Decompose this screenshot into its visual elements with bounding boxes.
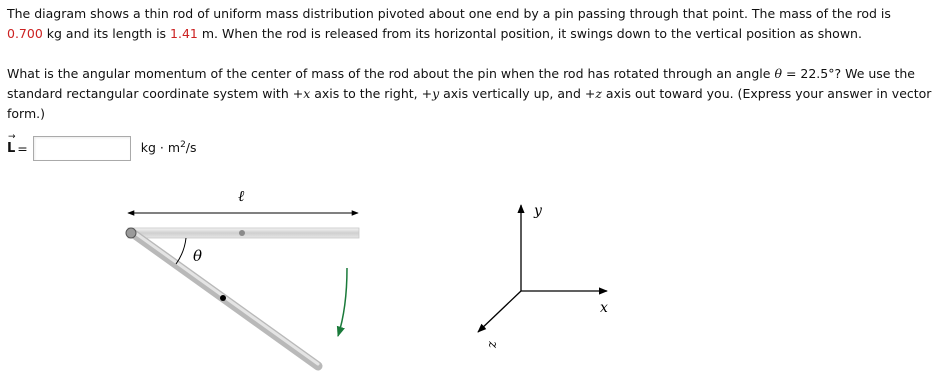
question-text: axis out toward you. (Express your answer in vector form.) <box>7 86 932 121</box>
equals-sign: = <box>17 140 28 156</box>
length-value: 1.41 <box>170 26 198 41</box>
angular-momentum-label: L <box>7 140 16 156</box>
z-symbol: z <box>595 86 602 101</box>
y-symbol: y <box>432 86 440 101</box>
question-text: axis vertically up, and + <box>439 86 596 101</box>
units-tail: /s <box>185 140 197 156</box>
question-text: = 22.5°? We use the standard rectangular coordinate system with + <box>7 66 915 101</box>
question-text: kg and its length is <box>42 26 171 41</box>
question-text: axis to the right, + <box>310 86 433 101</box>
x-symbol: x <box>303 86 311 101</box>
rotated-rod-center-of-mass <box>220 295 226 301</box>
units-base: kg · m <box>140 140 181 156</box>
question-text: What is the angular momentum of the center of mass of the rod about the pin when the rod has rotated through an angle <box>7 66 775 81</box>
length-label: ℓ <box>238 187 245 205</box>
z-axis-arrow <box>478 291 521 332</box>
y-axis-label: y <box>534 203 542 219</box>
question-text: m. When the rod is released from its horizontal position, it swings down to the vertical position as shown. <box>197 26 862 41</box>
z-axis-label: z <box>485 341 500 348</box>
mass-value: 0.700 <box>7 26 43 41</box>
vector-arrow-icon: → <box>8 131 16 142</box>
theta-symbol: θ <box>774 66 782 81</box>
angle-label: θ <box>193 247 203 265</box>
swing-direction-arrow <box>338 268 347 336</box>
units-exponent: 2 <box>180 140 186 151</box>
pivot-pin-icon <box>126 228 136 238</box>
horizontal-rod-center-of-mass <box>239 230 245 236</box>
question-text: The diagram shows a thin rod of uniform mass distribution pivoted about one end by a pin passing through that point. The mass of the rod is <box>7 6 891 21</box>
x-axis-label: x <box>600 300 608 316</box>
